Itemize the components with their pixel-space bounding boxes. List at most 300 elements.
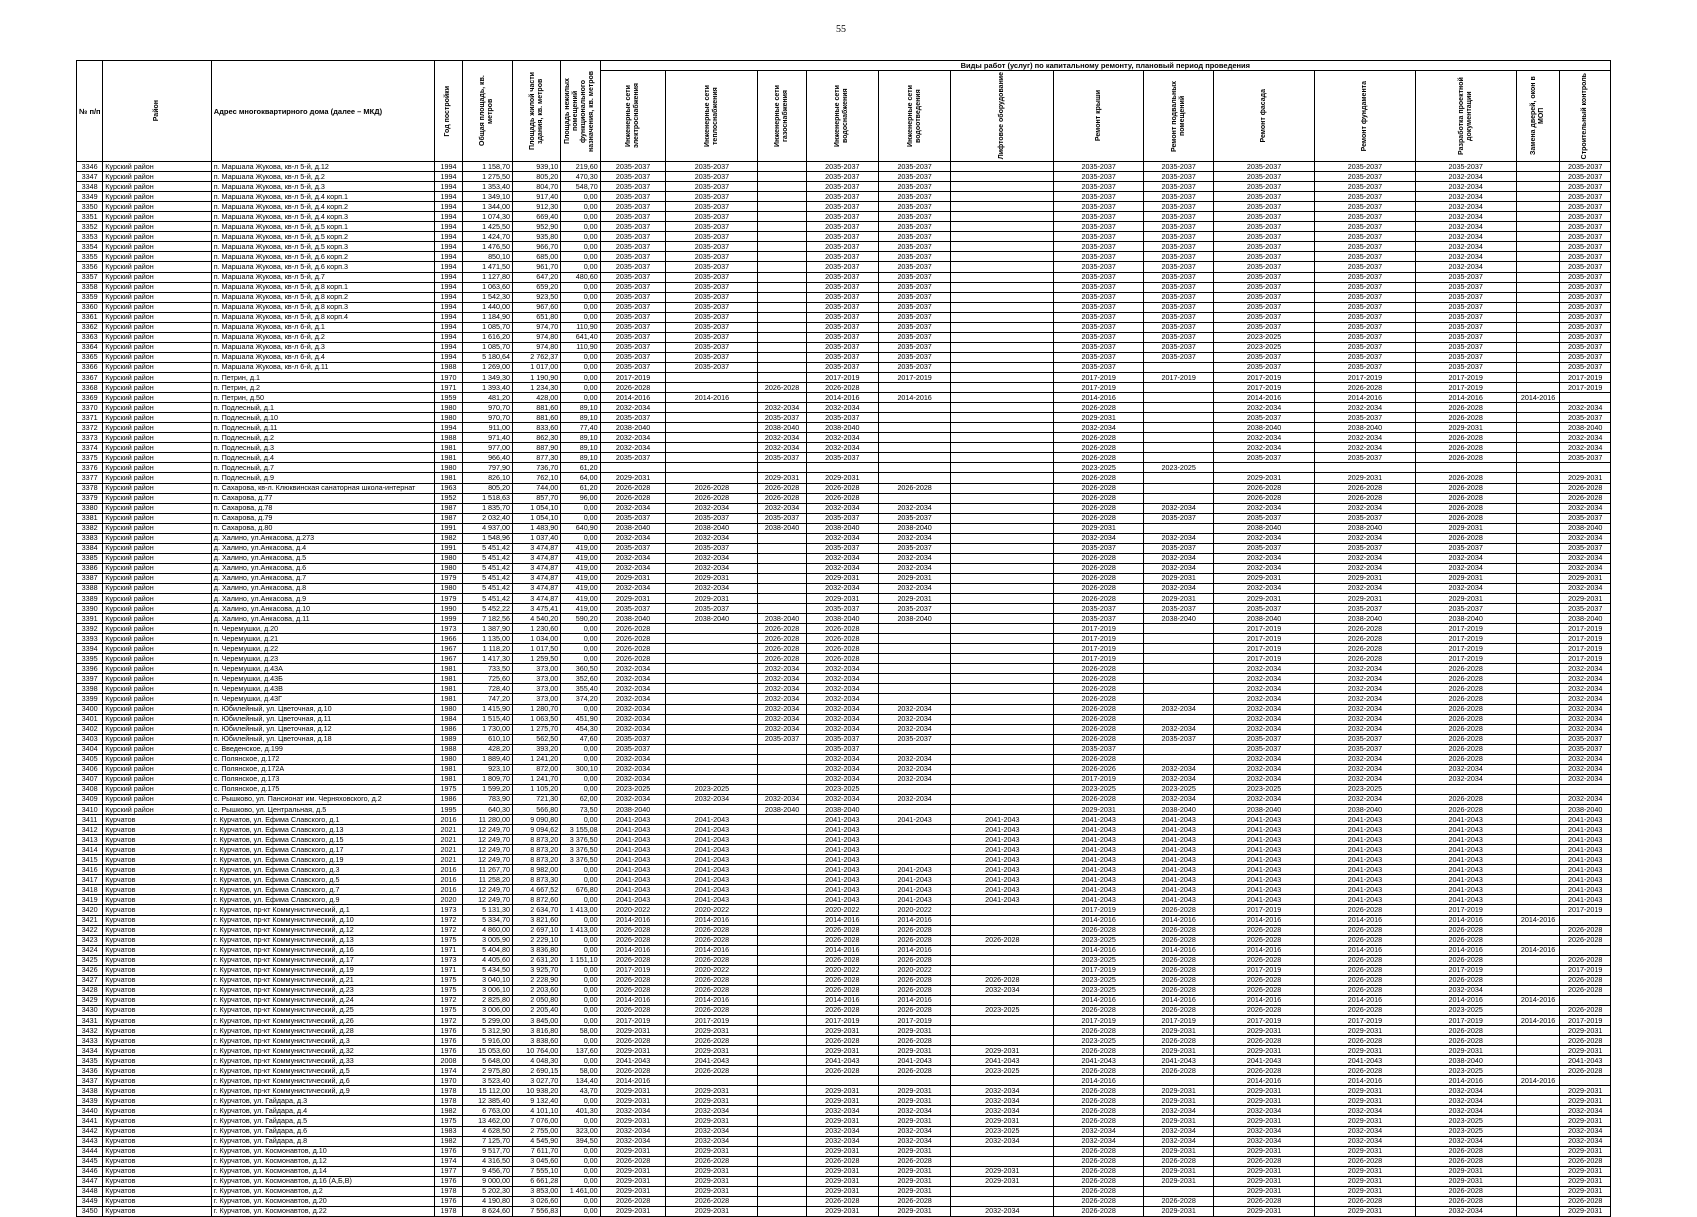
cell-roof: 2035-2037 xyxy=(1054,322,1144,332)
cell-sewage: 2032-2034 xyxy=(878,774,950,784)
cell-roof: 2026-2028 xyxy=(1054,453,1144,463)
cell-doors-windows xyxy=(1516,362,1560,372)
cell-facade: 2017-2019 xyxy=(1214,965,1315,975)
cell-address: п. Маршала Жукова, кв-л 5-й, д.4 корп.2 xyxy=(211,202,435,212)
cell-elevator xyxy=(951,694,1054,704)
cell-living-area: 685,00 xyxy=(513,252,561,262)
cell-water: 2014-2016 xyxy=(806,915,878,925)
cell-construction-control: 2026-2028 xyxy=(1560,935,1611,945)
cell-roof: 2035-2037 xyxy=(1054,604,1144,614)
cell-construction-control xyxy=(1560,915,1611,925)
cell-basement xyxy=(1144,453,1214,463)
cell-nonliving-area: 0,00 xyxy=(561,1196,600,1206)
cell-roof: 2041-2043 xyxy=(1054,875,1144,885)
cell-design-docs: 2026-2028 xyxy=(1415,453,1516,463)
cell-water: 2032-2034 xyxy=(806,553,878,563)
cell-elevator xyxy=(951,342,1054,352)
cell-water: 2035-2037 xyxy=(806,212,878,222)
cell-nonliving-area: 89,10 xyxy=(561,403,600,413)
table-row xyxy=(77,634,1611,644)
cell-basement xyxy=(1144,754,1214,764)
cell-district: Курский район xyxy=(103,583,211,593)
cell-facade: 2032-2034 xyxy=(1214,1106,1315,1116)
cell-sewage: 2029-2031 xyxy=(878,1176,950,1186)
cell-facade: 2014-2016 xyxy=(1214,1076,1315,1086)
cell-district: Курский район xyxy=(103,473,211,483)
cell-doors-windows xyxy=(1516,242,1560,252)
cell-doors-windows xyxy=(1516,684,1560,694)
table-row xyxy=(77,644,1611,654)
cell-construction-control: 2035-2037 xyxy=(1560,252,1611,262)
cell-nonliving-area: 43,70 xyxy=(561,1086,600,1096)
cell-electricity: 2035-2037 xyxy=(600,352,666,362)
cell-address: п. Маршала Жукова, кв-л 5-й, д.8 корп.4 xyxy=(211,312,435,322)
cell-elevator xyxy=(951,794,1054,804)
cell-elevator xyxy=(951,443,1054,453)
cell-elevator xyxy=(951,322,1054,332)
cell-nonliving-area: 61,20 xyxy=(561,463,600,473)
cell-doors-windows xyxy=(1516,182,1560,192)
cell-design-docs: 2032-2034 xyxy=(1415,563,1516,573)
cell-water: 2035-2037 xyxy=(806,292,878,302)
cell-total-area: 5 451,42 xyxy=(462,594,512,604)
table-row xyxy=(77,734,1611,744)
cell-year: 1980 xyxy=(435,754,462,764)
cell-facade: 2017-2019 xyxy=(1214,905,1315,915)
table-row xyxy=(77,162,1611,172)
cell-year: 1975 xyxy=(435,985,462,995)
cell-total-area: 1 158,70 xyxy=(462,162,512,172)
cell-construction-control: 2017-2019 xyxy=(1560,905,1611,915)
cell-elevator xyxy=(951,212,1054,222)
cell-foundation xyxy=(1315,463,1416,473)
cell-roof: 2026-2028 xyxy=(1054,1206,1144,1216)
cell-no: 3405 xyxy=(77,754,103,764)
table-row xyxy=(77,1206,1611,1216)
cell-facade: 2035-2037 xyxy=(1214,232,1315,242)
cell-sewage xyxy=(878,443,950,453)
cell-year: 1976 xyxy=(435,1146,462,1156)
cell-total-area: 640,30 xyxy=(462,805,512,815)
cell-water: 2032-2034 xyxy=(806,724,878,734)
cell-address: г. Курчатов, ул. Ефима Славского, д.15 xyxy=(211,835,435,845)
cell-basement: 2026-2028 xyxy=(1144,1196,1214,1206)
cell-nonliving-area: 89,10 xyxy=(561,413,600,423)
cell-total-area: 1 599,20 xyxy=(462,784,512,794)
cell-foundation: 2035-2037 xyxy=(1315,172,1416,182)
cell-total-area: 3 005,90 xyxy=(462,935,512,945)
cell-sewage: 2026-2028 xyxy=(878,1156,950,1166)
cell-foundation: 2032-2034 xyxy=(1315,553,1416,563)
cell-construction-control: 2026-2028 xyxy=(1560,955,1611,965)
cell-electricity: 2035-2037 xyxy=(600,272,666,282)
cell-address: п. Юбилейный, ул. Цветочная, д.10 xyxy=(211,704,435,714)
cell-elevator xyxy=(951,503,1054,513)
cell-district: Курчатов xyxy=(103,1116,211,1126)
cell-living-area: 3 045,60 xyxy=(513,1156,561,1166)
cell-doors-windows xyxy=(1516,594,1560,604)
cell-no: 3371 xyxy=(77,413,103,423)
cell-design-docs: 2038-2040 xyxy=(1415,1056,1516,1066)
table-row xyxy=(77,875,1611,885)
cell-gas xyxy=(758,302,806,312)
cell-roof: 2017-2019 xyxy=(1054,654,1144,664)
cell-doors-windows xyxy=(1516,483,1560,493)
cell-address: п. Петрин, д.1 xyxy=(211,372,435,382)
cell-year: 1994 xyxy=(435,222,462,232)
cell-facade: 2026-2028 xyxy=(1214,975,1315,985)
table-row xyxy=(77,232,1611,242)
cell-year: 2016 xyxy=(435,875,462,885)
cell-design-docs xyxy=(1415,784,1516,794)
cell-construction-control: 2032-2034 xyxy=(1560,794,1611,804)
cell-gas: 2029-2031 xyxy=(758,473,806,483)
cell-construction-control: 2026-2028 xyxy=(1560,483,1611,493)
cell-construction-control: 2032-2034 xyxy=(1560,704,1611,714)
cell-nonliving-area: 0,00 xyxy=(561,513,600,523)
cell-no: 3384 xyxy=(77,543,103,553)
cell-doors-windows xyxy=(1516,553,1560,563)
cell-address: п. Черемушки, д.20 xyxy=(211,624,435,634)
cell-gas: 2035-2037 xyxy=(758,413,806,423)
cell-sewage: 2014-2016 xyxy=(878,945,950,955)
cell-elevator xyxy=(951,995,1054,1005)
cell-district: Курский район xyxy=(103,292,211,302)
cell-water: 2032-2034 xyxy=(806,684,878,694)
cell-electricity: 2029-2031 xyxy=(600,1096,666,1106)
table-row xyxy=(77,815,1611,825)
cell-basement: 2029-2031 xyxy=(1144,1116,1214,1126)
cell-gas xyxy=(758,332,806,342)
cell-elevator: 2026-2028 xyxy=(951,935,1054,945)
cell-district: Курский район xyxy=(103,252,211,262)
cell-living-area: 373,00 xyxy=(513,664,561,674)
cell-electricity: 2035-2037 xyxy=(600,292,666,302)
cell-doors-windows xyxy=(1516,734,1560,744)
cell-sewage: 2035-2037 xyxy=(878,604,950,614)
cell-district: Курчатов xyxy=(103,925,211,935)
cell-district: Курчатов xyxy=(103,815,211,825)
cell-elevator xyxy=(951,192,1054,202)
cell-address: г. Курчатов, ул. Ефима Славского, д.19 xyxy=(211,855,435,865)
header-work-label: Инженерные сети теплоснабжения xyxy=(703,85,719,147)
cell-address: п. Юбилейный, ул. Цветочная, д.18 xyxy=(211,734,435,744)
cell-design-docs: 2026-2028 xyxy=(1415,433,1516,443)
cell-water: 2032-2034 xyxy=(806,754,878,764)
table-row xyxy=(77,1186,1611,1196)
cell-water: 2023-2025 xyxy=(806,784,878,794)
cell-construction-control: 2017-2019 xyxy=(1560,1015,1611,1025)
cell-doors-windows xyxy=(1516,805,1560,815)
cell-no: 3408 xyxy=(77,784,103,794)
cell-construction-control: 2035-2037 xyxy=(1560,342,1611,352)
cell-living-area: 1 234,30 xyxy=(513,383,561,393)
table-row xyxy=(77,1176,1611,1186)
table-row xyxy=(77,654,1611,664)
cell-no: 3348 xyxy=(77,182,103,192)
cell-address: п. Черемушки, д.22 xyxy=(211,644,435,654)
cell-gas xyxy=(758,1186,806,1196)
cell-foundation: 2029-2031 xyxy=(1315,1146,1416,1156)
cell-heating: 2035-2037 xyxy=(666,242,758,252)
cell-roof: 2026-2028 xyxy=(1054,583,1144,593)
cell-district: Курчатов xyxy=(103,985,211,995)
cell-roof: 2026-2028 xyxy=(1054,1026,1144,1036)
cell-no: 3352 xyxy=(77,222,103,232)
cell-gas xyxy=(758,573,806,583)
cell-no: 3424 xyxy=(77,945,103,955)
cell-no: 3369 xyxy=(77,393,103,403)
cell-foundation: 2026-2028 xyxy=(1315,1036,1416,1046)
cell-year: 1963 xyxy=(435,483,462,493)
cell-heating: 2035-2037 xyxy=(666,172,758,182)
cell-sewage: 2020-2022 xyxy=(878,905,950,915)
cell-living-area: 4 545,90 xyxy=(513,1136,561,1146)
cell-elevator xyxy=(951,684,1054,694)
cell-basement: 2035-2037 xyxy=(1144,282,1214,292)
cell-design-docs: 2032-2034 xyxy=(1415,774,1516,784)
cell-gas xyxy=(758,784,806,794)
cell-roof: 2014-2016 xyxy=(1054,393,1144,403)
cell-no: 3350 xyxy=(77,202,103,212)
cell-foundation: 2026-2028 xyxy=(1315,1066,1416,1076)
cell-basement: 2014-2016 xyxy=(1144,915,1214,925)
cell-facade: 2017-2019 xyxy=(1214,644,1315,654)
cell-facade: 2017-2019 xyxy=(1214,634,1315,644)
cell-gas xyxy=(758,915,806,925)
cell-roof: 2035-2037 xyxy=(1054,282,1144,292)
cell-sewage: 2032-2034 xyxy=(878,764,950,774)
cell-total-area: 5 451,42 xyxy=(462,573,512,583)
cell-design-docs: 2035-2037 xyxy=(1415,302,1516,312)
cell-nonliving-area: 0,00 xyxy=(561,232,600,242)
cell-roof: 2041-2043 xyxy=(1054,855,1144,865)
cell-living-area: 2 050,80 xyxy=(513,995,561,1005)
cell-heating: 2035-2037 xyxy=(666,513,758,523)
cell-basement: 2029-2031 xyxy=(1144,573,1214,583)
cell-total-area: 15 112,00 xyxy=(462,1086,512,1096)
cell-roof: 2017-2019 xyxy=(1054,965,1144,975)
cell-electricity: 2026-2028 xyxy=(600,955,666,965)
cell-foundation: 2035-2037 xyxy=(1315,312,1416,322)
cell-elevator xyxy=(951,312,1054,322)
cell-doors-windows xyxy=(1516,774,1560,784)
cell-electricity: 2032-2034 xyxy=(600,553,666,563)
cell-design-docs: 2026-2028 xyxy=(1415,1196,1516,1206)
cell-water: 2035-2037 xyxy=(806,744,878,754)
cell-design-docs: 2014-2016 xyxy=(1415,1076,1516,1086)
table-row xyxy=(77,905,1611,915)
cell-heating: 2035-2037 xyxy=(666,312,758,322)
cell-doors-windows xyxy=(1516,533,1560,543)
cell-doors-windows xyxy=(1516,463,1560,473)
cell-address: п. Петрин, д.50 xyxy=(211,393,435,403)
cell-total-area: 5 451,42 xyxy=(462,543,512,553)
cell-district: Курчатов xyxy=(103,915,211,925)
cell-living-area: 2 690,15 xyxy=(513,1066,561,1076)
table-row xyxy=(77,362,1611,372)
cell-basement: 2035-2037 xyxy=(1144,272,1214,282)
table-row xyxy=(77,182,1611,192)
cell-water: 2026-2028 xyxy=(806,1005,878,1015)
cell-construction-control: 2032-2034 xyxy=(1560,533,1611,543)
cell-basement xyxy=(1144,423,1214,433)
table-row xyxy=(77,332,1611,342)
cell-design-docs: 2032-2034 xyxy=(1415,212,1516,222)
cell-living-area: 2 229,10 xyxy=(513,935,561,945)
cell-foundation: 2041-2043 xyxy=(1315,835,1416,845)
table-row xyxy=(77,453,1611,463)
cell-doors-windows xyxy=(1516,1196,1560,1206)
cell-sewage: 2035-2037 xyxy=(878,513,950,523)
cell-elevator: 2032-2034 xyxy=(951,1206,1054,1216)
cell-design-docs: 2035-2037 xyxy=(1415,292,1516,302)
cell-water: 2032-2034 xyxy=(806,714,878,724)
cell-elevator: 2041-2043 xyxy=(951,1056,1054,1066)
cell-total-area: 1 135,00 xyxy=(462,634,512,644)
cell-year: 1976 xyxy=(435,1026,462,1036)
cell-foundation: 2038-2040 xyxy=(1315,614,1416,624)
cell-sewage: 2032-2034 xyxy=(878,704,950,714)
cell-basement: 2035-2037 xyxy=(1144,292,1214,302)
table-row xyxy=(77,322,1611,332)
cell-nonliving-area: 0,00 xyxy=(561,192,600,202)
cell-year: 1994 xyxy=(435,302,462,312)
header-work-label: Ремонт крыши xyxy=(1094,90,1102,142)
cell-doors-windows: 2014-2016 xyxy=(1516,995,1560,1005)
cell-construction-control: 2035-2037 xyxy=(1560,332,1611,342)
cell-district: Курчатов xyxy=(103,1176,211,1186)
cell-no: 3382 xyxy=(77,523,103,533)
cell-basement: 2035-2037 xyxy=(1144,172,1214,182)
cell-roof: 2035-2037 xyxy=(1054,222,1144,232)
cell-district: Курский район xyxy=(103,493,211,503)
cell-doors-windows xyxy=(1516,302,1560,312)
cell-heating: 2026-2028 xyxy=(666,925,758,935)
cell-sewage: 2032-2034 xyxy=(878,563,950,573)
cell-construction-control: 2026-2028 xyxy=(1560,985,1611,995)
cell-nonliving-area: 0,00 xyxy=(561,995,600,1005)
cell-design-docs: 2014-2016 xyxy=(1415,915,1516,925)
cell-address: г. Курчатов, пр-кт Коммунистический, д.9 xyxy=(211,1086,435,1096)
cell-electricity: 2041-2043 xyxy=(600,815,666,825)
cell-gas xyxy=(758,272,806,282)
cell-facade: 2029-2031 xyxy=(1214,1206,1315,1216)
cell-district: Курский район xyxy=(103,242,211,252)
cell-doors-windows xyxy=(1516,1146,1560,1156)
cell-heating xyxy=(666,704,758,714)
cell-basement: 2026-2028 xyxy=(1144,975,1214,985)
cell-district: Курчатов xyxy=(103,875,211,885)
cell-district: Курский район xyxy=(103,654,211,664)
cell-living-area: 2 205,40 xyxy=(513,1005,561,1015)
cell-elevator xyxy=(951,784,1054,794)
cell-total-area: 12 385,40 xyxy=(462,1096,512,1106)
cell-elevator xyxy=(951,162,1054,172)
cell-electricity: 2026-2028 xyxy=(600,634,666,644)
cell-construction-control xyxy=(1560,995,1611,1005)
cell-electricity: 2017-2019 xyxy=(600,372,666,382)
cell-construction-control: 2029-2031 xyxy=(1560,594,1611,604)
cell-electricity: 2032-2034 xyxy=(600,714,666,724)
table-row xyxy=(77,543,1611,553)
cell-foundation: 2032-2034 xyxy=(1315,533,1416,543)
cell-construction-control: 2032-2034 xyxy=(1560,503,1611,513)
cell-doors-windows xyxy=(1516,583,1560,593)
cell-water: 2029-2031 xyxy=(806,473,878,483)
cell-foundation: 2032-2034 xyxy=(1315,724,1416,734)
cell-water: 2032-2034 xyxy=(806,1106,878,1116)
cell-heating xyxy=(666,714,758,724)
cell-facade: 2035-2037 xyxy=(1214,322,1315,332)
cell-basement: 2035-2037 xyxy=(1144,212,1214,222)
cell-living-area: 373,00 xyxy=(513,694,561,704)
cell-design-docs: 2026-2028 xyxy=(1415,674,1516,684)
page-number: 55 xyxy=(836,24,846,35)
cell-roof: 2035-2037 xyxy=(1054,302,1144,312)
cell-total-area: 728,40 xyxy=(462,684,512,694)
cell-basement: 2035-2037 xyxy=(1144,162,1214,172)
cell-facade: 2023-2025 xyxy=(1214,784,1315,794)
cell-electricity: 2041-2043 xyxy=(600,845,666,855)
cell-no: 3354 xyxy=(77,242,103,252)
cell-electricity: 2014-2016 xyxy=(600,393,666,403)
cell-doors-windows xyxy=(1516,503,1560,513)
cell-no: 3358 xyxy=(77,282,103,292)
cell-facade: 2026-2028 xyxy=(1214,1005,1315,1015)
cell-address: д. Халино, ул.Анкасова, д.273 xyxy=(211,533,435,543)
cell-electricity: 2029-2031 xyxy=(600,1116,666,1126)
cell-doors-windows xyxy=(1516,784,1560,794)
cell-living-area: 3 474,87 xyxy=(513,553,561,563)
cell-roof: 2023-2025 xyxy=(1054,975,1144,985)
cell-facade: 2038-2040 xyxy=(1214,523,1315,533)
cell-basement: 2035-2037 xyxy=(1144,182,1214,192)
cell-foundation: 2035-2037 xyxy=(1315,262,1416,272)
cell-year: 1967 xyxy=(435,644,462,654)
cell-year: 1994 xyxy=(435,322,462,332)
cell-water: 2014-2016 xyxy=(806,945,878,955)
cell-facade: 2035-2037 xyxy=(1214,162,1315,172)
cell-design-docs: 2017-2019 xyxy=(1415,654,1516,664)
cell-elevator xyxy=(951,724,1054,734)
cell-gas xyxy=(758,905,806,915)
cell-district: Курский район xyxy=(103,664,211,674)
cell-elevator xyxy=(951,563,1054,573)
table-row xyxy=(77,212,1611,222)
cell-construction-control: 2041-2043 xyxy=(1560,825,1611,835)
cell-total-area: 1 387,90 xyxy=(462,624,512,634)
cell-living-area: 1 230,60 xyxy=(513,624,561,634)
cell-foundation: 2035-2037 xyxy=(1315,222,1416,232)
cell-design-docs: 2029-2031 xyxy=(1415,523,1516,533)
cell-design-docs: 2032-2034 xyxy=(1415,1206,1516,1216)
cell-water: 2035-2037 xyxy=(806,302,878,312)
cell-design-docs: 2026-2028 xyxy=(1415,664,1516,674)
cell-gas xyxy=(758,1015,806,1025)
cell-gas: 2026-2028 xyxy=(758,383,806,393)
cell-nonliving-area: 0,00 xyxy=(561,774,600,784)
cell-total-area: 1 424,70 xyxy=(462,232,512,242)
cell-sewage xyxy=(878,453,950,463)
cell-nonliving-area: 0,00 xyxy=(561,1156,600,1166)
cell-construction-control: 2035-2037 xyxy=(1560,292,1611,302)
cell-total-area: 4 860,00 xyxy=(462,925,512,935)
cell-facade: 2014-2016 xyxy=(1214,995,1315,1005)
cell-water: 2035-2037 xyxy=(806,352,878,362)
cell-living-area: 1 259,50 xyxy=(513,654,561,664)
table-row xyxy=(77,885,1611,895)
